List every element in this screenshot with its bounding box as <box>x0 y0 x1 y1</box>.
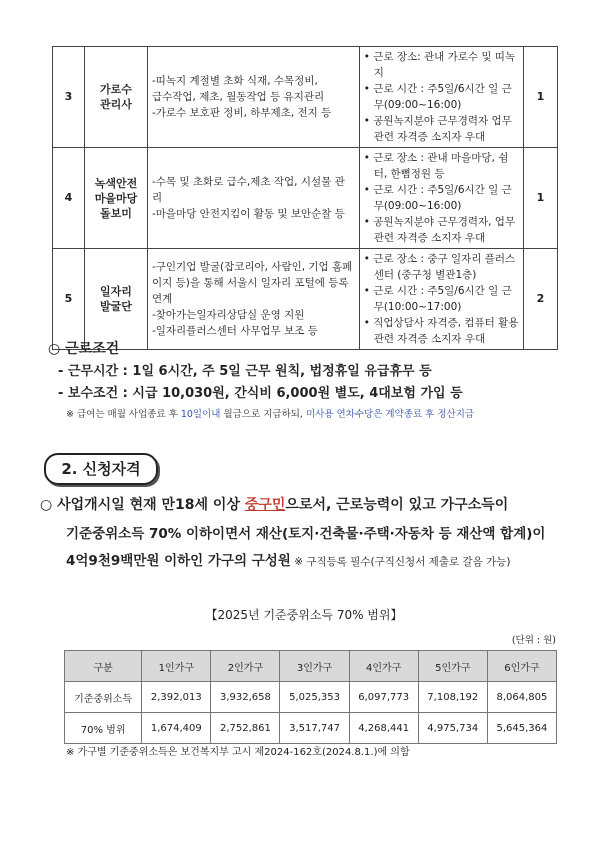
condition-item: • 공원녹지분야 근무경력자 업무관련 자격증 소지자 우대 <box>364 113 519 145</box>
job-title: 일자리 발굴단 <box>85 249 148 350</box>
table-cell: 2,752,861 <box>211 713 280 744</box>
qualification-line-1 <box>40 494 508 514</box>
income-footnote: ※ 가구별 기준중위소득은 보건복지부 고시 제2024-162호(2024.8.1.)에 의함 <box>66 747 410 758</box>
heading-text: 근로조건 <box>65 341 120 357</box>
unit-label: (단위 : 원) <box>511 635 556 646</box>
job-title: 가로수 관리사 <box>85 47 148 148</box>
table-cell: 4,268,441 <box>349 713 418 744</box>
dash-bullet-icon: - <box>58 386 68 401</box>
job-count: 1 <box>523 47 557 148</box>
qualification-text: 4억9천9백만원 이하인 가구의 구성원 <box>66 553 291 569</box>
table-cell: 1,674,409 <box>142 713 211 744</box>
qualification-highlight: 중구민 <box>244 497 286 513</box>
table-header-row <box>65 651 557 682</box>
table-cell: 2,392,013 <box>142 682 211 713</box>
pay-text: 시급 10,030원, 간식비 6,000원 별도, 4대보험 가입 등 <box>132 386 463 401</box>
hours-label: 근무시간 : <box>67 364 128 379</box>
note-text: 월급으로 지급하되, <box>220 409 306 420</box>
condition-item: • 직업상담사 자격증, 컴퓨터 활용관련 자격증 소지자 우대 <box>364 315 519 347</box>
income-table <box>64 650 557 744</box>
condition-item: • 근로 시간 : 주5일/6시간 일 근무(09:00~16:00) <box>364 81 519 113</box>
table-cell: 5,025,353 <box>280 682 349 713</box>
row-label: 70% 범위 <box>65 713 142 744</box>
jobs-table <box>52 46 558 350</box>
qualification-text: 사업개시일 현재 만18세 이상 <box>57 497 245 513</box>
job-count: 1 <box>523 148 557 249</box>
job-conditions <box>359 47 523 148</box>
column-header: 4인가구 <box>349 651 418 682</box>
qualification-line-2: 기준중위소득 70% 이하이면서 재산(토지·건축물·주택·자동차 등 재산액 합계)이 <box>66 526 546 542</box>
table-cell: 8,064,805 <box>487 682 556 713</box>
note-highlight: 10일이내 <box>180 409 221 420</box>
job-conditions <box>359 148 523 249</box>
qualification-text: 으로서, 근로능력이 있고 가구소득이 <box>285 497 509 513</box>
table-row <box>53 148 558 249</box>
job-count: 2 <box>523 249 557 350</box>
hours-text: 1일 6시간, 주 5일 근무 원칙, 법정휴일 유급휴무 등 <box>132 364 432 379</box>
column-header: 3인가구 <box>280 651 349 682</box>
condition-item: • 근로 장소 : 중구 일자리 플러스센터 (중구청 별관1층) <box>364 251 519 283</box>
pay-note <box>66 406 474 420</box>
column-header: 5인가구 <box>418 651 487 682</box>
dash-bullet-icon: - <box>58 364 68 379</box>
qualification-note: ※ 구직등록 필수(구직신청서 제출로 갈음 가능) <box>290 556 511 568</box>
income-table-title: 【2025년 기준중위소득 70% 범위】 <box>205 608 403 622</box>
pay-line <box>58 382 463 401</box>
qualification-line-3 <box>66 549 510 569</box>
job-conditions <box>359 249 523 350</box>
job-number: 5 <box>53 249 85 350</box>
note-highlight: 미사용 연차수당은 계약종료 후 정산지급 <box>305 409 475 420</box>
work-conditions-heading <box>48 338 119 358</box>
table-cell: 3,517,747 <box>280 713 349 744</box>
table-row <box>65 713 557 744</box>
row-label: 기준중위소득 <box>65 682 142 713</box>
condition-item: • 근로 시간 : 주5일/6시간 일 근무(10:00~17:00) <box>364 283 519 315</box>
table-cell: 3,932,658 <box>211 682 280 713</box>
table-cell: 7,108,192 <box>418 682 487 713</box>
job-duties: -띠녹지 계절별 초화 식재, 수목정비, 급수작업, 제초, 월동작업 등 유지관리 -가로수 보호판 정비, 하부제초, 전지 등 <box>147 47 359 148</box>
table-row <box>65 682 557 713</box>
circle-bullet-icon: ○ <box>40 497 58 513</box>
job-title: 녹색안전 마을마당 돌보미 <box>85 148 148 249</box>
column-header: 구분 <box>65 651 142 682</box>
circle-bullet-icon: ○ <box>48 341 61 357</box>
condition-item: • 근로 시간 : 주5일/6시간 일 근무(09:00~16:00) <box>364 182 519 214</box>
condition-item: • 공원녹지분야 근무경력자, 업무관련 자격증 소지자 우대 <box>364 214 519 246</box>
note-text: ※ 급여는 매월 사업종료 후 <box>66 409 181 420</box>
work-hours-line <box>58 360 432 379</box>
column-header: 6인가구 <box>487 651 556 682</box>
job-number: 3 <box>53 47 85 148</box>
pay-label: 보수조건 : <box>67 386 128 401</box>
table-cell: 4,975,734 <box>418 713 487 744</box>
column-header: 1인가구 <box>142 651 211 682</box>
table-cell: 6,097,773 <box>349 682 418 713</box>
condition-item: • 근로 장소: 관내 가로수 및 띠녹지 <box>364 49 519 81</box>
table-row <box>53 249 558 350</box>
job-duties: -수목 및 초화로 급수,제초 작업, 시설물 관리 -마을마당 안전지킴이 활동 및 보안순찰 등 <box>147 148 359 249</box>
job-duties: -구인기업 발굴(잡코리아, 사람인, 기업 홈페이지 등)을 통해 서울시 일자리 포털에 등록 연계 -찾아가는일자리상담실 운영 지원 -일자리플러스센터 사무업무 보조 등 <box>147 249 359 350</box>
table-row <box>53 47 558 148</box>
job-number: 4 <box>53 148 85 249</box>
column-header: 2인가구 <box>211 651 280 682</box>
condition-item: • 근로 장소 : 관내 마을마당, 쉼터, 한뼘정원 등 <box>364 150 519 182</box>
section-badge: 2. 신청자격 <box>44 453 158 485</box>
table-cell: 5,645,364 <box>487 713 556 744</box>
